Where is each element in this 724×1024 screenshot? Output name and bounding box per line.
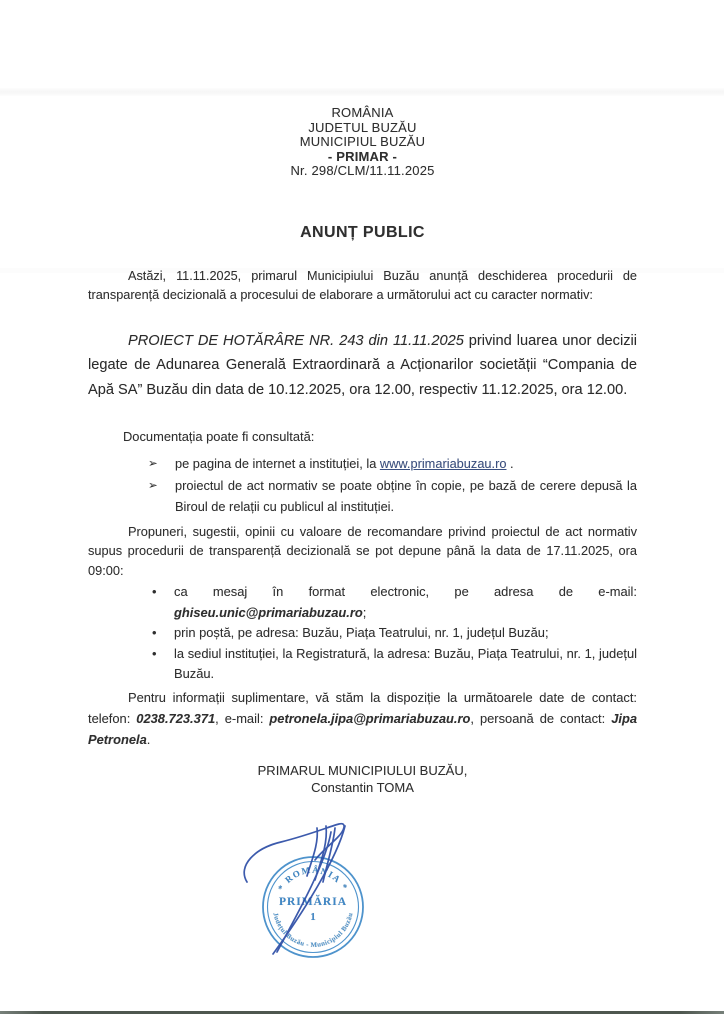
list-item — [148, 475, 637, 518]
list-item-text — [175, 453, 637, 475]
list-item — [148, 453, 637, 475]
contact-person: Jipa Petronela — [88, 710, 637, 747]
contact-email: petronela.jipa@primariabuzau.ro — [269, 710, 471, 726]
item-text-before-link: pe pagina de internet a instituției, la — [175, 456, 380, 472]
handwritten-signature — [233, 818, 403, 958]
list-item-text — [174, 582, 637, 623]
project-paragraph — [88, 329, 637, 403]
contact-paragraph — [88, 687, 637, 750]
item-text-after-link: . — [506, 456, 514, 472]
letterhead-municipality: MUNICIPIUL BUZĂU — [299, 134, 426, 150]
stamp-bottom-arc-text: Județul Buzău - Municipiul Buzău — [271, 911, 355, 950]
letterhead-registration-number: Nr. 298/CLM/11.11.2025 — [290, 163, 435, 179]
signatory-office: PRIMARUL MUNICIPIULUI BUZĂU, — [257, 762, 468, 778]
list-item — [152, 644, 637, 685]
email-address: ghiseu.unic@primariabuzau.ro — [174, 604, 363, 620]
contact-text: Pentru informații suplimentare, vă stăm la dispoziție la următoarele date de contact: telefon: — [88, 689, 637, 726]
documentation-heading: Documentația poate fi consultată: — [123, 429, 315, 445]
dot-bullet-icon: • — [152, 645, 157, 661]
list-item — [152, 582, 637, 623]
list-item-text: prin poștă, pe adresa: Buzău, Piața Teatrului, nr. 1, județul Buzău; — [174, 625, 549, 641]
letterhead-office: - PRIMAR - — [327, 148, 398, 164]
contact-text: . — [146, 731, 151, 747]
stamp-number: 1 — [310, 911, 316, 923]
scan-edge-line — [0, 1011, 724, 1014]
intro-paragraph: Astăzi, 11.11.2025, primarul Municipiului Buzău anunță deschiderea procedurii de transparență decizională a procesului de elaborare a următorului act cu caracter normativ: — [88, 268, 637, 303]
dot-bullet-icon: • — [152, 625, 157, 641]
proposals-paragraph: Propuneri, sugestii, opinii cu valoare de recomandare privind proiectul de act normativ supus procedurii de transparență decizională se pot depune până la data de 17.11.2025, ora 09:00: — [88, 523, 637, 578]
contact-text: , e-mail: — [215, 710, 270, 726]
page-title: ANUNȚ PUBLIC — [300, 223, 425, 241]
list-item-text: proiectul de act normativ se poate obține în copie, pe bază de cerere depusă la Biroul de relații cu publicul al instituției. — [175, 477, 637, 515]
stamp-top-arc-text: * ROMÂNIA * — [275, 864, 351, 893]
letterhead-county: JUDETUL BUZĂU — [308, 119, 417, 135]
list-item-text: la sediul instituției, la Registratură, la adresa: Buzău, Piața Teatrului, nr. 1, județul Buzău. — [174, 645, 637, 682]
contact-text: , persoană de contact: — [470, 710, 612, 726]
website-link[interactable]: www.primariabuzau.ro — [379, 456, 507, 472]
project-description: privind luarea unor decizii legate de Adunarea Generală Extraordinară a Acționarilor societății “Compania de Apă SA” Buzău din data de 10.12.2025, ora 12.00, respectiv 11.12.2025, ora 12.00. — [88, 332, 637, 398]
letterhead-country: ROMÂNIA — [331, 105, 394, 120]
email-channel-address-line — [174, 603, 637, 624]
arrow-bullet-icon: ➢ — [148, 477, 158, 492]
dot-bullet-icon: • — [152, 584, 157, 600]
project-title: PROIECT DE HOTĂRÂRE NR. 243 din 11.11.2025 — [128, 332, 464, 349]
signatory-block — [88, 762, 637, 797]
stamp-center-text: PRIMĂRIA — [278, 896, 348, 908]
signatory-name: Constantin TOMA — [311, 780, 414, 796]
email-address-suffix: ; — [362, 604, 367, 620]
arrow-bullet-icon: ➢ — [148, 456, 158, 471]
documentation-list — [88, 453, 637, 518]
contact-phone: 0238.723.371 — [136, 710, 216, 726]
list-item — [152, 623, 637, 644]
email-channel-intro: ca mesaj în format electronic, pe adresa de e-mail: — [174, 584, 637, 600]
submission-channels-list — [88, 582, 637, 685]
letterhead — [88, 106, 637, 179]
